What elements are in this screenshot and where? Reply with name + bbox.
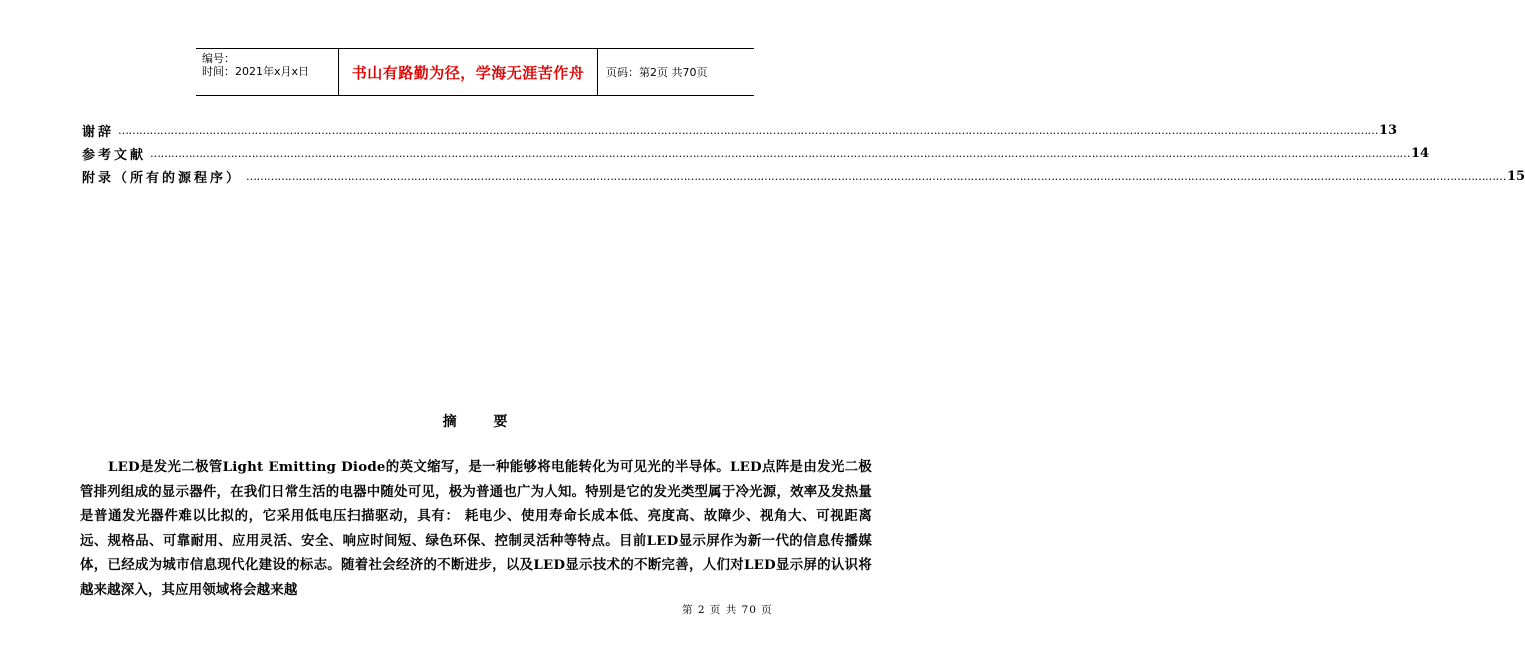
toc-entry-title: 谢辞: [82, 125, 115, 140]
toc-entry-page: 13: [1379, 123, 1398, 138]
header-motto-cell: [339, 49, 598, 95]
toc-entry[interactable]: [82, 119, 1398, 142]
toc-entry-title: 附录（所有的源程序）: [82, 171, 243, 186]
header-page-cell: [598, 49, 754, 95]
toc-entry-title: 参考文献: [82, 148, 147, 163]
toc-entry[interactable]: [82, 142, 1430, 165]
toc-entry-page: 14: [1411, 146, 1430, 161]
page-footer: 第 2 页 共 70 页: [682, 604, 773, 616]
motto-text: 书山有路勤为径，学海无涯苦作舟: [351, 63, 585, 82]
table-of-contents: [82, 119, 1525, 188]
toc-entry[interactable]: [82, 165, 1525, 188]
page-code: 页码：第2页 共70页: [606, 66, 708, 79]
toc-entry-page: 15: [1507, 169, 1525, 184]
number-label: 编号：: [202, 52, 235, 65]
abstract-heading: 摘 要: [442, 414, 524, 430]
time-label: 时间：2021年x月x日: [202, 65, 310, 78]
header-info-cell: [196, 49, 339, 95]
toc-leader-dots: ………………………………………………………………………………………………………………………………………………………………………………………………………………………………………………………………………………………………………………………………: [118, 124, 1379, 137]
page-header: [196, 48, 754, 96]
toc-leader-dots: ………………………………………………………………………………………………………………………………………………………………………………………………………………………………………………………………………………………………………………………………: [150, 147, 1411, 160]
toc-leader-dots: ………………………………………………………………………………………………………………………………………………………………………………………………………………………………………………………………………………………………………………………………: [246, 170, 1507, 183]
abstract-paragraph: LED是发光二极管Light Emitting Diode的英文缩写，是一种能够将电能转化为可见光的半导体。LED点阵是由发光二极管排列组成的显示器件，在我们日常生活的电器中随处可见，极为普通也广为人知。特别是它的发光类型属于冷光源，效率及发热量是普通发光器件难以比拟的，它采用低电压扫描驱动，具有： 耗电少、使用寿命长成本低、亮度高、故障少、视角大、可视距离远、规格品、可靠耐用、应用灵活、安全、响应时间短、绿色环保、控制灵活种等特点。目前LED显示屏作为新一代的信息传播媒体，已经成为城市信息现代化建设的标志。随着社会经济的不断进步，以及LED显示技术的不断完善，人们对LED显示屏的认识将越来越深入，其应用领域将会越来越: [80, 459, 872, 598]
